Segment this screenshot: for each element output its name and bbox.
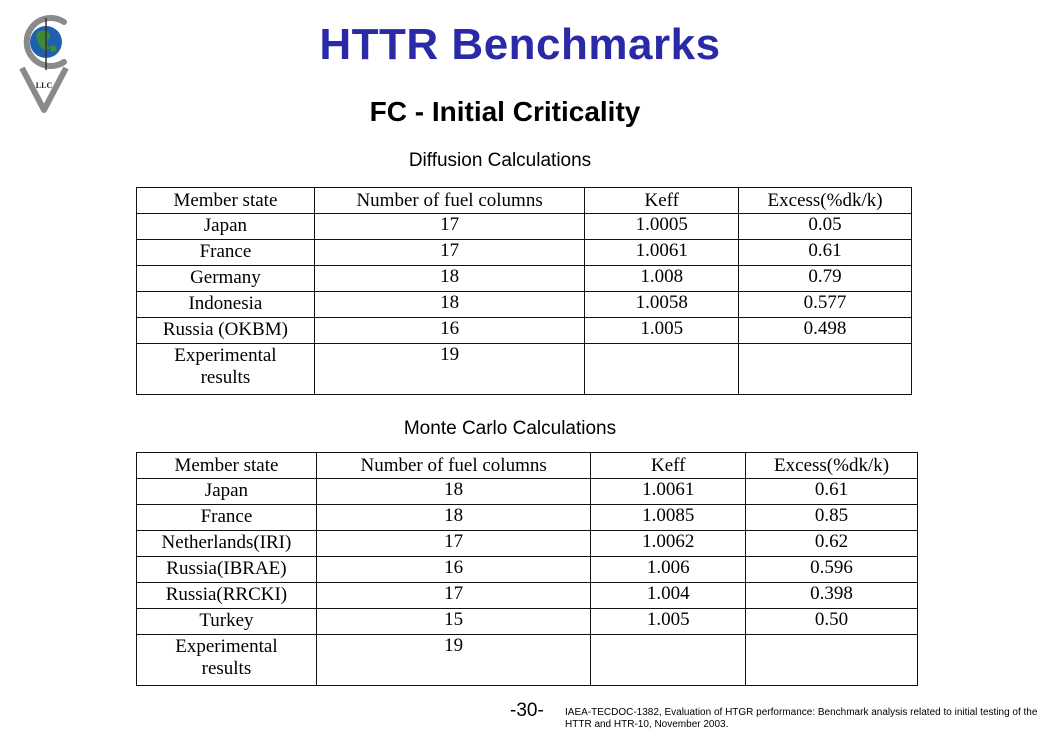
excess-cell: 0.79	[739, 266, 912, 292]
excess-cell: 0.85	[746, 505, 918, 531]
keff-cell: 1.0062	[591, 531, 746, 557]
table-row	[137, 240, 912, 266]
diffusion-table	[136, 187, 912, 395]
diffusion-caption: Diffusion Calculations	[408, 150, 592, 171]
table-row	[137, 609, 918, 635]
experimental-columns-cell: 19	[314, 344, 585, 395]
keff-cell: 1.004	[591, 583, 746, 609]
excess-cell: 0.577	[739, 292, 912, 318]
experimental-row	[137, 635, 918, 686]
header-keff: Keff	[585, 188, 739, 214]
header-fuel-columns: Number of fuel columns	[316, 453, 590, 479]
table-row	[137, 266, 912, 292]
member-state-cell: Turkey	[137, 609, 317, 635]
fuel-columns-cell: 17	[316, 531, 590, 557]
member-state-cell: France	[137, 505, 317, 531]
table-row	[137, 214, 912, 240]
member-state-cell: France	[137, 240, 315, 266]
excess-cell: 0.05	[739, 214, 912, 240]
fuel-columns-cell: 18	[316, 505, 590, 531]
excess-cell: 0.61	[746, 479, 918, 505]
member-state-cell: Japan	[137, 479, 317, 505]
fuel-columns-cell: 18	[314, 292, 585, 318]
experimental-row	[137, 344, 912, 395]
empty-cell	[739, 344, 912, 395]
fuel-columns-cell: 17	[316, 583, 590, 609]
keff-cell: 1.0085	[591, 505, 746, 531]
keff-cell: 1.0058	[585, 292, 739, 318]
fuel-columns-cell: 16	[316, 557, 590, 583]
fuel-columns-cell: 17	[314, 214, 585, 240]
table-row	[137, 583, 918, 609]
experimental-label-cell	[137, 635, 317, 686]
monte-carlo-caption: Monte Carlo Calculations	[403, 418, 617, 439]
header-fuel-columns: Number of fuel columns	[314, 188, 585, 214]
table-row	[137, 318, 912, 344]
excess-cell: 0.596	[746, 557, 918, 583]
page-title: HTTR Benchmarks	[319, 20, 721, 69]
keff-cell: 1.0061	[585, 240, 739, 266]
keff-cell: 1.005	[591, 609, 746, 635]
header-excess: Excess(%dk/k)	[746, 453, 918, 479]
member-state-cell: Indonesia	[137, 292, 315, 318]
member-state-cell: Netherlands(IRI)	[137, 531, 317, 557]
empty-cell	[591, 635, 746, 686]
table-row	[137, 479, 918, 505]
keff-cell: 1.006	[591, 557, 746, 583]
monte-carlo-table	[136, 452, 918, 686]
header-member-state: Member state	[137, 188, 315, 214]
reference-note: IAEA-TECDOC-1382, Evaluation of HTGR performance: Benchmark analysis related to initial testing of the HTTR and HTR-10, November 2003.	[565, 707, 1038, 730]
keff-cell: 1.0061	[591, 479, 746, 505]
header-keff: Keff	[591, 453, 746, 479]
fuel-columns-cell: 16	[314, 318, 585, 344]
experimental-label-line2: results	[201, 658, 252, 679]
excess-cell: 0.61	[739, 240, 912, 266]
table-row	[137, 531, 918, 557]
table-row	[137, 557, 918, 583]
experimental-label-line1: Experimental	[174, 345, 277, 366]
experimental-label-line2: results	[200, 367, 251, 388]
experimental-label-line1: Experimental	[175, 636, 278, 657]
experimental-columns-cell: 19	[316, 635, 590, 686]
page-number: -30-	[510, 700, 544, 721]
keff-cell: 1.005	[585, 318, 739, 344]
member-state-cell: Russia(IBRAE)	[137, 557, 317, 583]
fuel-columns-cell: 18	[316, 479, 590, 505]
excess-cell: 0.498	[739, 318, 912, 344]
member-state-cell: Japan	[137, 214, 315, 240]
member-state-cell: Russia (OKBM)	[137, 318, 315, 344]
page-subtitle: FC - Initial Criticality	[369, 96, 641, 127]
keff-cell: 1.0005	[585, 214, 739, 240]
empty-cell	[746, 635, 918, 686]
logo-text: LLC	[35, 81, 53, 90]
table-header-row	[137, 453, 918, 479]
fuel-columns-cell: 15	[316, 609, 590, 635]
header-excess: Excess(%dk/k)	[739, 188, 912, 214]
excess-cell: 0.62	[746, 531, 918, 557]
empty-cell	[585, 344, 739, 395]
member-state-cell: Germany	[137, 266, 315, 292]
table-row	[137, 505, 918, 531]
excess-cell: 0.50	[746, 609, 918, 635]
table-header-row	[137, 188, 912, 214]
fuel-columns-cell: 17	[314, 240, 585, 266]
member-state-cell: Russia(RRCKI)	[137, 583, 317, 609]
experimental-label-cell	[137, 344, 315, 395]
fuel-columns-cell: 18	[314, 266, 585, 292]
header-member-state: Member state	[137, 453, 317, 479]
keff-cell: 1.008	[585, 266, 739, 292]
table-row	[137, 292, 912, 318]
excess-cell: 0.398	[746, 583, 918, 609]
